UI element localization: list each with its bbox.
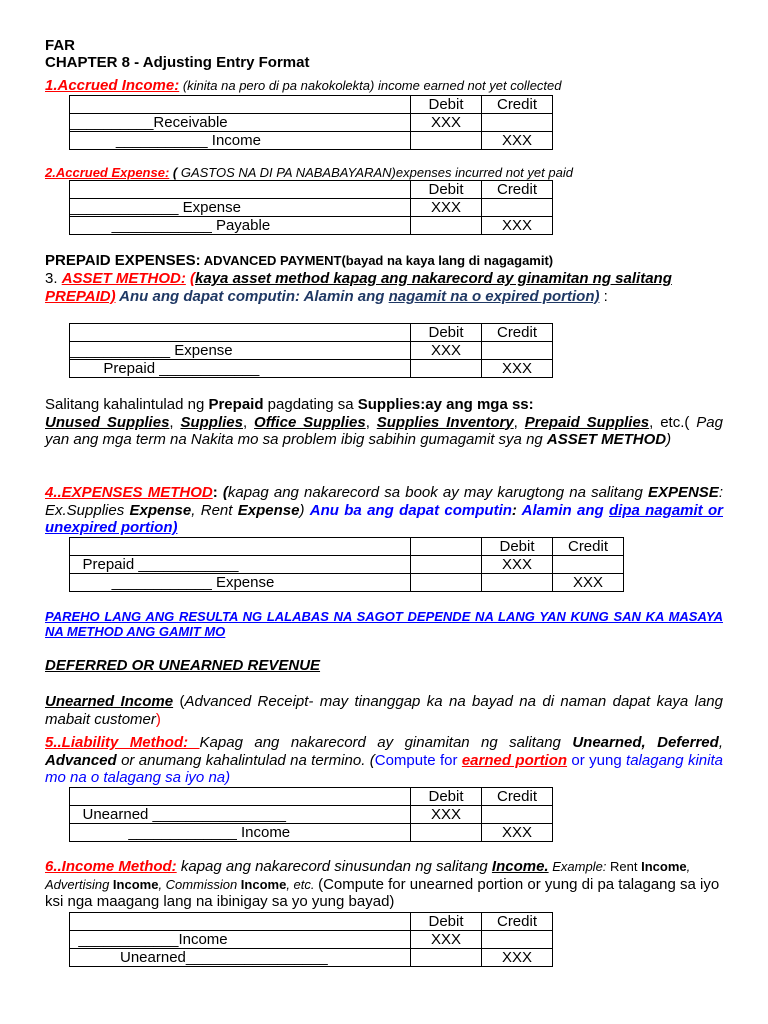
debit-amount: XXX — [411, 199, 482, 217]
table-row-account: ___________ Income — [70, 132, 411, 150]
lm-p6: Compute for — [374, 751, 462, 769]
accrued-expense-table — [69, 180, 553, 235]
supplies-paragraph — [45, 396, 723, 449]
close-paren: ) — [155, 710, 161, 728]
expenses-method-paragraph — [45, 484, 723, 537]
supplies-tail: Pag yan ang mga term na Nakita mo sa problem ibig sabihin gumagamit sya ng — [45, 413, 723, 448]
accrued-income-table — [69, 95, 553, 150]
im-p2: Income. — [491, 858, 549, 875]
credit-header: Credit — [482, 181, 553, 199]
separator: , — [169, 413, 181, 431]
credit-header: Credit — [482, 788, 553, 806]
im-p4: Rent — [610, 859, 642, 874]
table-row-account: ____________ Expense — [70, 574, 411, 592]
asset-method-paragraph — [45, 270, 723, 305]
credit-amount: XXX — [482, 949, 553, 967]
supplies-l1c: pagdating sa — [263, 396, 358, 413]
em-p5: , Rent — [191, 501, 238, 519]
supplies-term: Prepaid Supplies — [524, 413, 650, 431]
asset-method-p3: nagamit na o expired portion) — [388, 287, 600, 305]
em-p8: Anu ba ang dapat computin — [309, 501, 512, 519]
lm-p5: or anumang kahalintulad na termino. ( — [116, 751, 375, 769]
asset-method-p4: : — [599, 287, 608, 305]
debit-amount: XXX — [411, 342, 482, 360]
liability-method-paragraph — [45, 734, 723, 787]
colon: : — [212, 484, 223, 501]
asset-method-p1: kaya asset method kapag ang nakarecord ay ginamitan ng salitang — [195, 270, 672, 287]
lm-p1: Kapag ang nakarecord ay ginamitan ng salitang — [199, 734, 573, 751]
em-p4: Expense — [129, 501, 192, 519]
table-row-account: Unearned_________________ — [70, 949, 411, 967]
asset-method-title: ASSET METHOD: — [61, 270, 186, 287]
supplies-term: Supplies Inventory — [376, 413, 514, 431]
accrued-expense-title: 2.Accrued Expense: — [45, 165, 170, 180]
debit-amount: XXX — [482, 556, 553, 574]
supplies-close: ) — [666, 431, 672, 448]
im-p1: kapag ang nakarecord sinusundan ng salitang — [176, 858, 492, 875]
im-p11: (Compute for unearned portion or yung di pa talagang sa iyo ksi nga maagang lang na ibinigay sa yo yung bayad) — [45, 875, 720, 910]
lm-p8: or yung — [567, 751, 627, 769]
im-p7: Income — [112, 876, 159, 892]
asset-method-table — [69, 323, 553, 378]
im-p9: Income — [240, 876, 287, 892]
unearned-income-paragraph — [45, 693, 723, 728]
credit-amount: XXX — [482, 824, 553, 842]
debit-header: Debit — [482, 538, 553, 556]
deferred-heading: DEFERRED OR UNEARNED REVENUE — [45, 657, 321, 674]
lm-p9: talagang kinita mo na o talagang sa iyo na) — [45, 751, 723, 786]
income-method-table — [69, 912, 553, 967]
lm-p4: Advanced — [45, 751, 117, 769]
im-p3: Example: — [548, 859, 611, 874]
paren: ( — [185, 270, 196, 287]
supplies-l1d: Supplies:ay ang mga ss: — [357, 396, 534, 413]
table-row-account: ____________ Payable — [70, 217, 411, 235]
section-number: 3. — [45, 270, 62, 287]
accrued-expense-heading — [45, 164, 723, 181]
asset-method-p2: Anu ang dapat computin: Alamin ang — [115, 287, 389, 305]
prepaid-heading — [45, 252, 723, 270]
debit-amount: XXX — [411, 114, 482, 132]
prepaid-desc: ADVANCED PAYMENT(bayad na kaya lang di nagagamit) — [200, 253, 554, 268]
unearned-income-desc: Advanced Receipt- may tinanggap ka na bayad na di naman dapat kaya lang mabait customer — [45, 693, 723, 728]
expenses-method-table — [69, 537, 624, 592]
table-row-account: Prepaid ____________ — [70, 360, 411, 378]
separator: , — [365, 413, 377, 431]
chapter-title: CHAPTER 8 - Adjusting Entry Format — [45, 54, 310, 71]
paren: ( — [173, 693, 185, 710]
expenses-method-title: 4..EXPENSES METHOD — [45, 484, 213, 501]
em-p3: : Ex.Supplies — [45, 484, 723, 519]
credit-amount: XXX — [553, 574, 624, 592]
em-p7: ) — [299, 501, 310, 519]
table-row-account: ____________Income — [70, 931, 411, 949]
lm-p7: earned portion — [461, 751, 568, 769]
em-p11: dipa nagamit or unexpired portion) — [45, 501, 723, 536]
income-method-paragraph — [45, 858, 723, 911]
accrued-income-desc: (kinita na pero di pa nakokolekta) income earned not yet collected — [179, 78, 562, 93]
debit-amount: XXX — [411, 806, 482, 824]
supplies-term: Unused Supplies — [45, 413, 170, 431]
supplies-l1a: Salitang kahalintulad ng — [45, 396, 209, 413]
credit-header: Credit — [482, 324, 553, 342]
debit-header: Debit — [411, 913, 482, 931]
table-row-account: ____________ Expense — [70, 342, 411, 360]
paren: ( — [222, 484, 228, 501]
credit-amount: XXX — [482, 217, 553, 235]
lm-p2: Unearned, Deferred — [572, 734, 719, 751]
im-p10: , etc. — [286, 876, 319, 892]
debit-header: Debit — [411, 324, 482, 342]
debit-amount: XXX — [411, 931, 482, 949]
em-p9: : — [511, 501, 522, 519]
paren: ( — [169, 165, 181, 180]
accrued-income-heading — [45, 77, 723, 95]
table-row-account: _____________ Expense — [70, 199, 411, 217]
table-row-account: Prepaid ____________ — [70, 556, 411, 574]
accrued-income-title: 1.Accrued Income: — [45, 77, 180, 94]
unearned-income-title: Unearned Income — [45, 693, 174, 710]
separator: , — [242, 413, 255, 431]
em-p6: Expense — [237, 501, 300, 519]
prepaid-title: PREPAID EXPENSES: — [45, 252, 201, 269]
em-p2: EXPENSE — [647, 484, 719, 501]
im-p6: , Advertising — [45, 859, 691, 892]
em-p1: kapag ang nakarecord sa book ay may karugtong na salitang — [227, 484, 648, 501]
asset-method-word: PREPAID) — [45, 287, 116, 305]
credit-amount: XXX — [482, 132, 553, 150]
income-method-title: 6..Income Method: — [45, 858, 177, 875]
credit-amount: XXX — [482, 360, 553, 378]
credit-header: Credit — [482, 913, 553, 931]
table-row-account: _____________ Income — [70, 824, 411, 842]
supplies-etc: , etc.( — [649, 413, 697, 431]
credit-header: Credit — [482, 96, 553, 114]
table-row-account: Unearned ________________ — [70, 806, 411, 824]
debit-header: Debit — [411, 96, 482, 114]
supplies-term: Office Supplies — [254, 413, 366, 431]
im-p8: , Commission — [158, 876, 241, 892]
supplies-asset-method: ASSET METHOD — [546, 431, 667, 448]
supplies-l1b: Prepaid — [208, 396, 264, 413]
liability-method-table — [69, 787, 553, 842]
em-p10: Alamin ang — [521, 501, 609, 519]
supplies-term: Supplies — [180, 413, 243, 431]
debit-header: Debit — [411, 788, 482, 806]
debit-header: Debit — [411, 181, 482, 199]
liability-method-title: 5..Liability Method: — [45, 734, 200, 751]
separator: , — [513, 413, 525, 431]
course-title: FAR — [45, 37, 75, 54]
accrued-expense-desc: GASTOS NA DI PA NABABAYARAN)expenses incurred not yet paid — [180, 165, 573, 180]
im-p5: Income — [641, 859, 687, 874]
method-note: PAREHO LANG ANG RESULTA NG LALABAS NA SAGOT DEPENDE NA LANG YAN KUNG SAN KA MASAYA NA METHOD ANG GAMIT MO — [45, 609, 723, 639]
lm-p3: , — [718, 734, 723, 751]
credit-header: Credit — [553, 538, 624, 556]
table-row-account: __________Receivable — [70, 114, 411, 132]
